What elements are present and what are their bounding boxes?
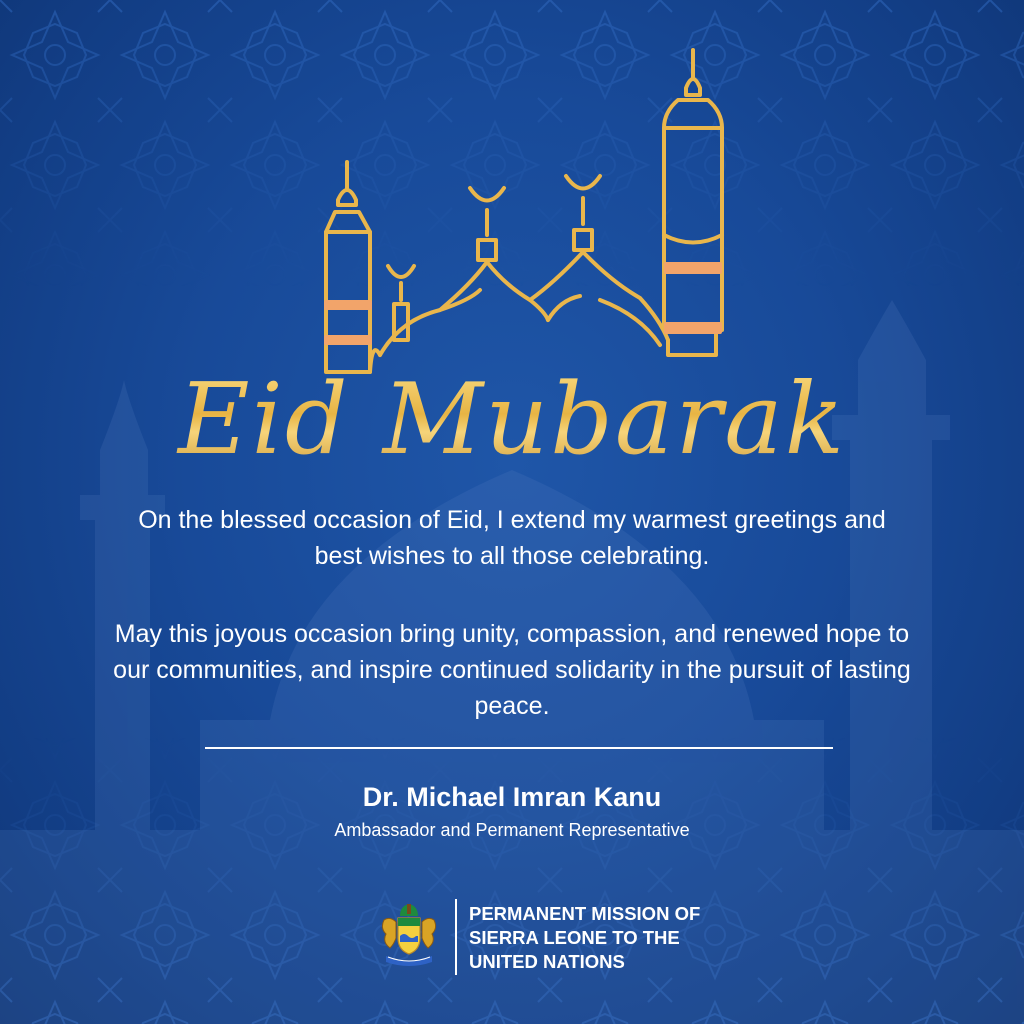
message-paragraph-1: On the blessed occasion of Eid, I extend my warmest greetings and best wishes to all those celebrating. [138,506,886,570]
signatory-role: Ambassador and Permanent Representative [334,820,690,840]
signatory-name: Dr. Michael Imran Kanu [362,782,662,812]
sierra-leone-coat-of-arms-icon [374,900,444,970]
message-paragraph-2: May this joyous occasion bring unity, compassion, and renewed hope to our communities, and inspire continued solidarity in the pursuit of lasting peace. [113,620,911,720]
organization-name [469,902,700,974]
logo-divider [455,899,457,975]
organization-line-1: PERMANENT MISSION OF [469,903,701,924]
divider-line [205,747,833,749]
eid-mubarak-title: Eid Mubarak [0,360,1024,480]
organization-line-3: UNITED NATIONS [469,951,625,972]
organization-line-2: SIERRA LEONE TO THE [469,927,680,948]
